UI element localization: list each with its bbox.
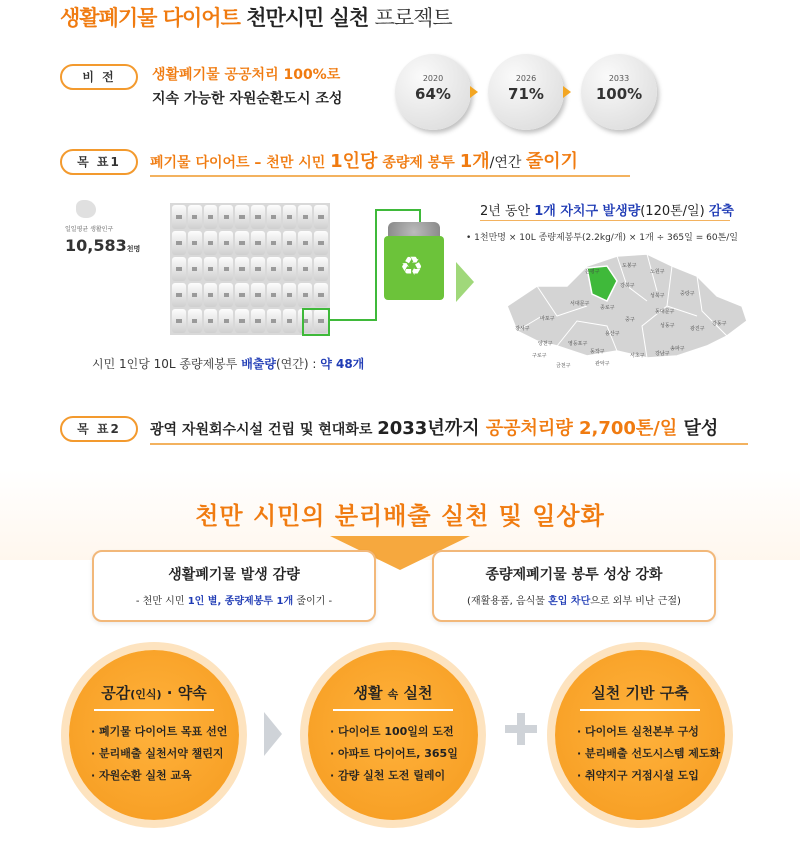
milestone-pct: 100%: [595, 85, 643, 103]
bag-icon: [204, 257, 218, 281]
goal1-p2: 1인당: [330, 151, 378, 172]
district-label: 중구: [625, 317, 635, 323]
goal1-p5: /연간: [489, 155, 526, 171]
br-a: (재활용품, 음식물: [467, 596, 549, 607]
cap-c: (연간) :: [275, 357, 321, 371]
bag-icon: [219, 283, 233, 307]
bag-icon: [235, 283, 249, 307]
chevron-right-icon: [264, 712, 282, 756]
vision-line1: 생활폐기물 공공처리 100%로: [152, 67, 341, 83]
r1-b: 1개 자치구 발생량: [534, 204, 641, 219]
box-reduce-sub: [94, 592, 374, 607]
bag-icon: [314, 283, 328, 307]
bag-icon: [235, 205, 249, 229]
formula-text: • 1천만명 × 10L 종량제봉투(2.2kg/개) × 1개 ÷ 365일 = 60톤/일: [466, 233, 738, 243]
circle-item: · 취약지구 거점시설 도입: [577, 769, 699, 782]
seoul-shape-icon: [76, 200, 96, 218]
district-label: 동대문구: [655, 309, 675, 315]
milestone-year: 2026: [515, 74, 537, 83]
pop-unit: 천명: [126, 245, 141, 253]
milestone-2026: [488, 54, 564, 130]
bag-icon: [283, 257, 297, 281]
plus-icon: [505, 713, 537, 745]
bl-c: 줄이기 -: [293, 596, 333, 607]
circle-divider: [580, 709, 700, 711]
circle-item: · 폐기물 다이어트 목표 선언: [91, 725, 228, 738]
bag-icon: [267, 309, 281, 333]
bag-icon: [251, 231, 265, 255]
circle-practice: [308, 650, 478, 820]
box-strengthen-title: 종량제폐기물 봉투 성상 강화: [485, 567, 663, 583]
box-reduce: [92, 550, 376, 622]
goal1-p1: 폐기물 다이어트 – 천만 시민: [150, 155, 331, 171]
district-label: 도봉구: [622, 263, 637, 269]
bag-icon: [204, 283, 218, 307]
bl-a: - 천만 시민: [135, 596, 188, 607]
pop-label: 일일평균 생활인구: [65, 226, 114, 233]
circle-item: · 다이어트 100일의 도전: [330, 725, 454, 738]
bag-icon: [283, 205, 297, 229]
district-label: 노원구: [650, 269, 665, 275]
goal1-p6: 줄이기: [525, 151, 579, 172]
bag-icon: [219, 257, 233, 281]
bag-icon: [267, 205, 281, 229]
bag-icon: [283, 231, 297, 255]
box-strengthen: [432, 550, 716, 622]
c0-ta: 공감: [101, 684, 131, 702]
milestone-2033: [581, 54, 657, 130]
bag-icon: [267, 231, 281, 255]
district-label: 성북구: [650, 293, 665, 299]
milestone-pct: 71%: [508, 85, 544, 103]
goal2-p1: 광역 자원회수시설 건립 및 현대화로: [150, 422, 378, 438]
bag-caption: [92, 355, 364, 372]
bag-icon: [298, 205, 312, 229]
title-part3: 프로젝트: [374, 6, 452, 30]
vision-line2: 지속 가능한 자원순환도시 조성: [152, 91, 343, 107]
district-label: 은평구: [585, 269, 600, 275]
goal1-label: 목 표1: [60, 149, 138, 175]
r1-a: 2년 동안: [480, 204, 535, 219]
bag-icon: [235, 231, 249, 255]
bag-icon: [251, 283, 265, 307]
bag-icon: [314, 231, 328, 255]
bag-icon: [235, 309, 249, 333]
bag-icon: [251, 205, 265, 229]
goal1-text: [150, 147, 578, 173]
box-strengthen-sub: [434, 592, 714, 607]
goal1-underline: [150, 175, 630, 177]
district-label: 종로구: [600, 305, 615, 311]
district-label: 용산구: [605, 331, 620, 337]
bag-icon: [283, 283, 297, 307]
r1-underline: [480, 220, 730, 221]
goal2-p3: 공공처리량 2,700톤/일: [479, 418, 678, 439]
box-reduce-title: 생활폐기물 발생 감량: [168, 567, 300, 583]
circle-foundation: [555, 650, 725, 820]
district-label: 강남구: [655, 351, 670, 357]
milestone-year: 2020: [422, 74, 444, 83]
title-part2: 천만시민 실천: [246, 6, 369, 30]
arrow-icon: [470, 86, 478, 98]
bag-icon: [172, 205, 186, 229]
bag-icon: [283, 309, 297, 333]
circle-item: · 자원순환 실천 교육: [91, 769, 192, 782]
district-label: 성동구: [660, 323, 675, 329]
bag-icon: [298, 283, 312, 307]
bag-icon: [267, 257, 281, 281]
bag-icon: [267, 283, 281, 307]
district-label: 서초구: [630, 353, 645, 359]
circle-item: · 다이어트 실천본부 구성: [577, 725, 699, 738]
banner-title: 천만 시민의 분리배출 실천 및 일상화: [195, 502, 605, 530]
goal2-p2: 2033년까지: [377, 418, 480, 439]
arrow-icon: [563, 86, 571, 98]
district-label: 광진구: [690, 326, 705, 332]
c1-ta: 생활: [353, 684, 388, 702]
arrow-right-icon: [456, 262, 474, 302]
circle-title: [69, 682, 239, 703]
district-label: 중랑구: [680, 291, 695, 297]
bag-icon: [219, 205, 233, 229]
reduction-headline: [480, 200, 734, 219]
bl-b: 1인 별, 종량제봉투 1개: [187, 596, 294, 607]
bag-icon: [204, 205, 218, 229]
goal2-p4: 달성: [677, 418, 719, 439]
recycle-icon: ♻: [400, 252, 424, 282]
circle-divider: [333, 709, 453, 711]
goal2-text: [150, 414, 718, 440]
c0-tc: · 약속: [161, 684, 207, 702]
bag-icon: [314, 205, 328, 229]
c1-tc: 실천: [398, 684, 433, 702]
bag-icon: [298, 257, 312, 281]
bag-icon: [188, 205, 202, 229]
cap-d: 약 48개: [320, 357, 365, 371]
recycle-bin: [384, 236, 444, 300]
district-label: 송파구: [670, 346, 685, 352]
bag-icon: [188, 231, 202, 255]
goal2-underline: [150, 443, 748, 445]
br-c: 으로 외부 비난 근절): [590, 596, 681, 607]
bag-icon: [314, 257, 328, 281]
bag-icon: [251, 257, 265, 281]
district-label: 서대문구: [570, 301, 590, 307]
bag-icon: [172, 257, 186, 281]
c0-tb: (인식): [130, 688, 162, 701]
bag-icon: [235, 257, 249, 281]
district-label: 마포구: [540, 316, 555, 322]
bag-icon: [172, 231, 186, 255]
bag-icon: [298, 231, 312, 255]
circle-item: · 분리배출 선도시스템 제도화: [577, 747, 721, 760]
circle-title: [308, 682, 478, 703]
title-part1: 생활폐기물 다이어트: [60, 6, 240, 30]
vision-label: 비 전: [60, 64, 138, 90]
district-label: 강동구: [712, 321, 727, 327]
bag-icon: [204, 231, 218, 255]
circle-title: [555, 682, 725, 703]
district-label: 금천구: [556, 363, 571, 369]
bag-icon: [188, 283, 202, 307]
circle-item: · 아파트 다이어트, 365일: [330, 747, 458, 760]
district-label: 구로구: [532, 353, 547, 359]
br-b: 혼입 차단: [548, 596, 591, 607]
bag-icon: [188, 309, 202, 333]
bag-icon: [172, 283, 186, 307]
r1-d: 감축: [708, 204, 734, 219]
district-label: 동작구: [590, 349, 605, 355]
milestone-2020: [395, 54, 471, 130]
goal2-label: 목 표2: [60, 416, 138, 442]
milestone-pct: 64%: [415, 85, 451, 103]
district-label: 관악구: [595, 361, 610, 367]
district-label: 양천구: [538, 341, 553, 347]
cap-b: 배출량: [241, 357, 276, 371]
district-label: 영등포구: [568, 341, 588, 347]
page-title: [60, 2, 452, 32]
highlighted-bag: [302, 308, 330, 336]
circle-item: · 감량 실천 도전 릴레이: [330, 769, 446, 782]
bag-icon: [219, 231, 233, 255]
r1-c: (120톤/일): [640, 204, 709, 219]
bag-icon: [204, 309, 218, 333]
circle-empathy: [69, 650, 239, 820]
pop-value: [65, 236, 140, 255]
district-label: 강북구: [620, 283, 635, 289]
cap-a: 시민 1인당 10L 종량제봉투: [92, 357, 242, 371]
c2-ta: 실천 기반 구축: [591, 684, 689, 702]
bag-icon: [251, 309, 265, 333]
bag-icon: [219, 309, 233, 333]
bag-icon: [188, 257, 202, 281]
bag-icon: [172, 309, 186, 333]
pop-number: 10,583: [65, 236, 127, 255]
district-label: 강서구: [515, 326, 530, 332]
goal1-p3: 종량제 봉투: [377, 155, 460, 171]
circle-divider: [94, 709, 214, 711]
circle-item: · 분리배출 실천서약 챌린지: [91, 747, 224, 760]
goal1-p4: 1개: [459, 151, 490, 172]
c1-tb: 속: [387, 688, 399, 701]
milestone-year: 2033: [608, 74, 630, 83]
